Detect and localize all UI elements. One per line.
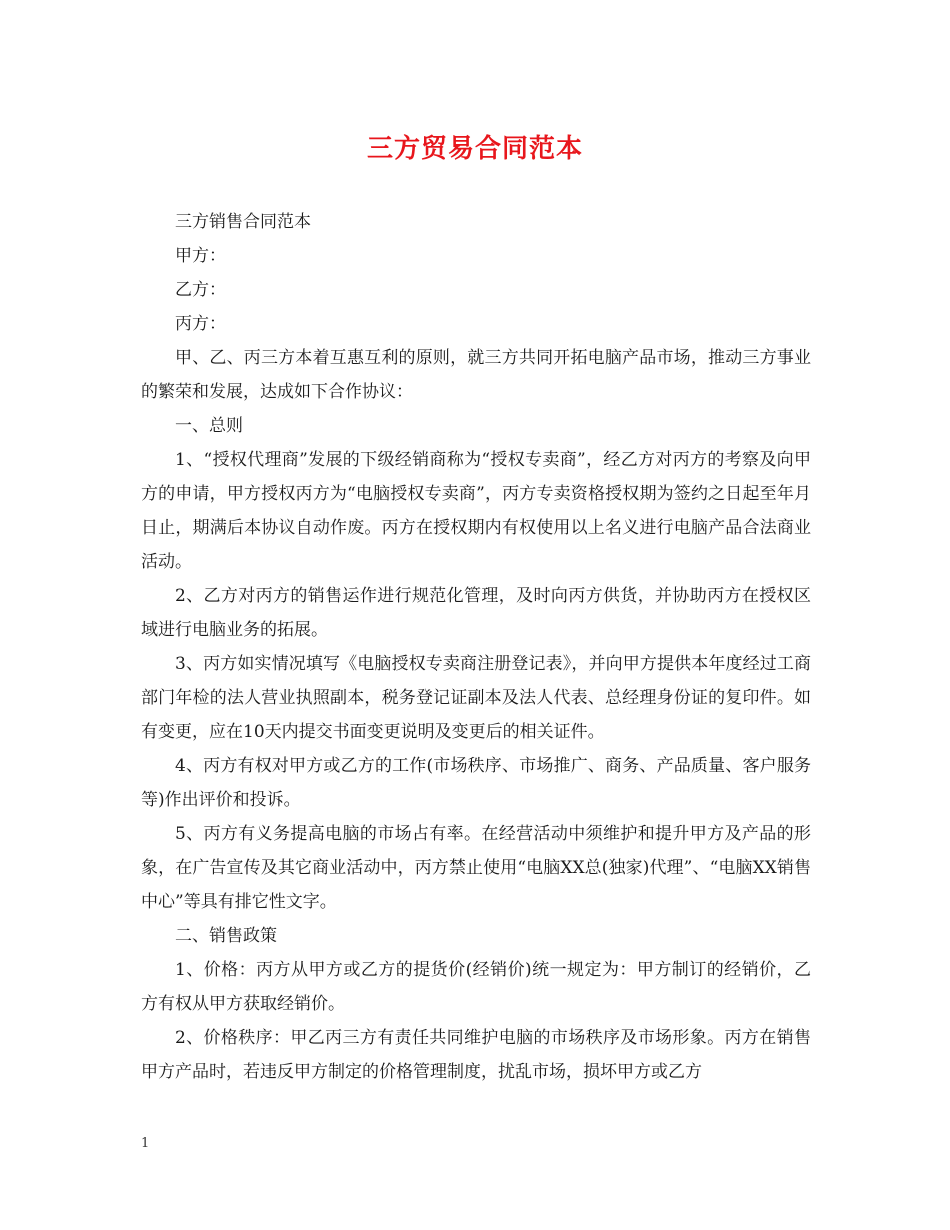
section-heading-sales-policy: 二、销售政策	[175, 926, 277, 946]
paragraph-preamble: 甲、乙、丙三方本着互惠互利的原则，就三方共同开拓电脑产品市场，推动三方事业的繁荣和发展，达成如下合作协议：	[141, 348, 811, 402]
clause-1-2: 2、乙方对丙方的销售运作进行规范化管理，及时向丙方供货，并协助丙方在授权区域进行电脑业务的拓展。	[141, 586, 811, 640]
paragraph-heading: 三方销售合同范本	[175, 212, 311, 232]
clause-2-2: 2、价格秩序：甲乙丙三方有责任共同维护电脑的市场秩序及市场形象。丙方在销售甲方产品时，若违反甲方制定的价格管理制度，扰乱市场，损坏甲方或乙方	[141, 1028, 811, 1082]
party-a-line: 甲方：	[175, 246, 226, 266]
clause-2-1: 1、价格：丙方从甲方或乙方的提货价(经销价)统一规定为：甲方制订的经销价，乙方有权从甲方获取经销价。	[141, 960, 811, 1014]
section-heading-general: 一、总则	[175, 416, 243, 436]
document-title: 三方贸易合同范本	[366, 134, 583, 164]
clause-1-5: 5、丙方有义务提高电脑的市场占有率。在经营活动中须维护和提升甲方及产品的形象，在广告宣传及其它商业活动中，丙方禁止使用“电脑XX总(独家)代理”、“电脑XX销售中心”等具有排它性文字。	[141, 824, 811, 912]
party-c-line: 丙方：	[175, 314, 226, 334]
clause-1-3: 3、丙方如实情况填写《电脑授权专卖商注册登记表》，并向甲方提供本年度经过工商部门年检的法人营业执照副本，税务登记证副本及法人代表、总经理身份证的复印件。如有变更，应在10天内提交书面变更说明及变更后的相关证件。	[141, 654, 811, 742]
clause-1-1: 1、“授权代理商”发展的下级经销商称为“授权专卖商”，经乙方对丙方的考察及向甲方的申请，甲方授权丙方为“电脑授权专卖商”，丙方专卖资格授权期为签约之日起至年月日止，期满后本协议自动作废。丙方在授权期内有权使用以上名义进行电脑产品合法商业活动。	[141, 450, 811, 572]
page-number: 1	[141, 1136, 150, 1151]
document-body	[141, 205, 811, 1089]
party-b-line: 乙方：	[175, 280, 226, 300]
clause-1-4: 4、丙方有权对甲方或乙方的工作(市场秩序、市场推广、商务、产品质量、客户服务等)作出评价和投诉。	[141, 756, 811, 810]
